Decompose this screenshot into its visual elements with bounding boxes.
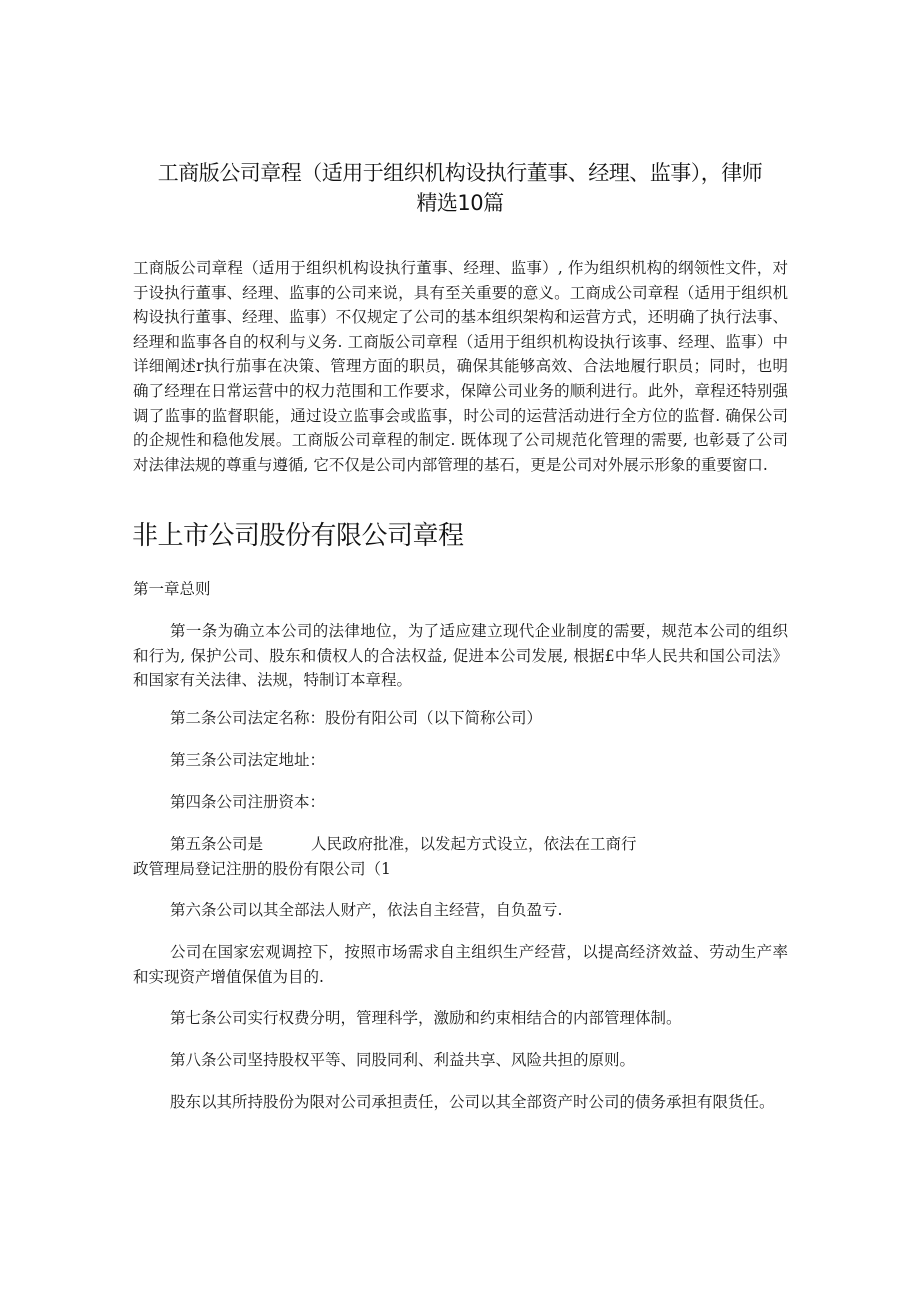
title-line-2: 精选10篇 <box>416 191 504 215</box>
title-line-1: 工商版公司章程（适用于组织机构设执行董事、经理、监事），律师 <box>157 161 763 185</box>
article-3: 第三条公司法定地址： <box>170 751 326 769</box>
article-6-paragraph-2: 公司在国家宏观调控下，按照市场需求自主组织生产经营，以提高经济效益、劳动生产率和实现资产增值保值为目的. <box>133 943 788 986</box>
article-8: 第八条公司坚持股权平等、同股同利、利益共享、风险共担的原则。 <box>170 1051 636 1069</box>
document-title <box>130 158 790 218</box>
section-heading: 非上市公司股份有限公司章程 <box>132 521 464 551</box>
article-5-part-2: 人民政府批准，以发起方式设立，依法在工商行 <box>311 835 637 853</box>
article-1: 第一条为确立本公司的法律地位，为了适应建立现代企业制度的需要，规范本公司的组织和行为, 保护公司、股东和债权人的合法权益, 促进本公司发展, 根据£中华人民共和国公司法》和国家有关法律、法规，特制订本章程。 <box>133 622 788 690</box>
article-5-line-2: 政管理局登记注册的股份有限公司（1 <box>133 860 391 878</box>
article-2: 第二条公司法定名称：股份有阳公司（以下简称公司） <box>170 709 543 727</box>
article-7: 第七条公司实行权费分明，管理科学，激励和约束相结合的内部管理体制。 <box>170 1009 682 1027</box>
article-8-paragraph-2: 股东以其所持股份为限对公司承担责任，公司以其全部资产时公司的债务承担有限货任。 <box>170 1093 775 1111</box>
article-4: 第四条公司注册资本： <box>170 793 326 811</box>
article-5-part-1: 第五条公司是 <box>170 835 264 853</box>
intro-paragraph: 工商版公司章程（适用于组织机构设执行董事、经理、监事）, 作为组织机构的纲领性文件，对于设执行董事、经理、监事的公司来说，具有至关重要的意义。工商成公司章程（适用于组织机构设执行董事、经理、监事）不仅规定了公司的基本组织架构和运营方式，还明确了执行法事、经理和监事各自的权利与义务. 工商版公司章程（适用于组织机构设执行该事、经理、监事）中详细阐述r执行茄事在决策、管理方面的职员，确保其能够高效、合法地履行职员；同时，也明确了经理在日常运营中的权力范围和工作要求，保障公司业务的顺利进行。此外，章程还特别强调了监事的监督职能，通过设立监事会或监事，时公司的运营活动进行全方位的监督. 确保公司的企规性和稳他发展。工商版公司章程的制定. 既体现了公司规范化管理的需要, 也彰聂了公司对法律法规的尊重与遵循, 它不仅是公司内部管理的基石，更是公司对外展示形象的重要窗口. <box>133 259 788 474</box>
article-6: 第六条公司以其全部法人财产，依法自主经营，自负盈亏. <box>170 901 563 919</box>
chapter-heading: 第一章总则 <box>133 580 211 598</box>
article-5 <box>133 832 788 857</box>
